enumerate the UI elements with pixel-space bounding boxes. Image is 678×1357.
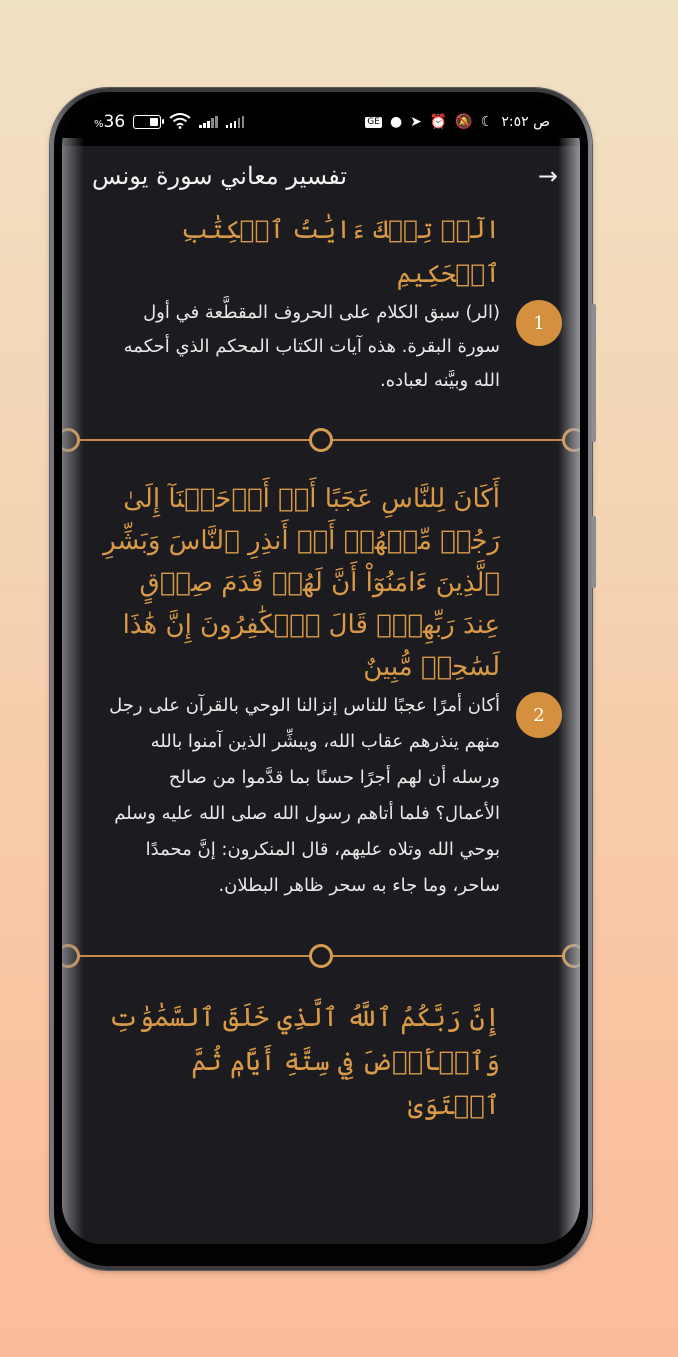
ayah-text: الٓرۚ تِلۡكَ ءَايَٰتُ ٱلۡكِتَٰبِ ٱلۡحَكِيمِ	[181, 215, 500, 288]
sim-icon: GE	[367, 116, 380, 127]
telegram-icon: ➤	[410, 114, 422, 130]
divider-circle-icon	[309, 944, 333, 968]
ayah-number-badge: 1	[516, 300, 562, 346]
ayah-divider	[62, 428, 580, 452]
divider-circle-icon	[62, 428, 80, 452]
tafsir-list[interactable]	[62, 206, 580, 1128]
phone-bezel	[54, 92, 588, 1266]
signal-icon	[199, 116, 218, 128]
phone-frame	[50, 88, 592, 1270]
ayah-divider	[62, 944, 580, 968]
divider-circle-icon	[562, 428, 580, 452]
ayah-item	[62, 968, 580, 1128]
battery-percent: %36	[94, 112, 126, 132]
ayah-number-badge: 2	[516, 692, 562, 738]
battery-icon	[133, 115, 161, 129]
app-bar	[62, 146, 580, 206]
tafsir-row	[102, 296, 545, 398]
tafsir-row	[102, 688, 545, 904]
mute-icon: 🔕	[455, 114, 473, 130]
divider-circle-icon	[562, 944, 580, 968]
clock: ص ٢:٥٢	[501, 114, 550, 130]
status-left	[94, 112, 244, 132]
status-right	[365, 114, 550, 130]
arrow-right-icon: →	[537, 162, 558, 190]
ayah-item	[62, 206, 580, 398]
divider-circle-icon	[309, 428, 333, 452]
status-bar	[62, 98, 580, 146]
ayah-item	[62, 452, 580, 904]
alarm-icon: ⏰	[429, 114, 448, 130]
tafsir-text: أكان أمرًا عجبًا للناس إنزالنا الوحي بالقرآن على رجل منهم ينذرهم عقاب الله، ويبشِّر الذين آمنوا بالله ورسله أن لهم أجرًا حسنًا بما قدَّموا من صالح الأعمال؟ فلما أتاهم رسول الله صلى الله عليه وسلم بوحي الله وتلاه عليهم، قال المنكرون: إنَّ محمدًا ساحر، وما جاء به سحر ظاهر البطلان.	[109, 695, 500, 896]
divider-circle-icon	[62, 944, 80, 968]
screen	[62, 98, 580, 1244]
moon-icon: ☾	[480, 114, 494, 130]
volume-button	[592, 304, 596, 442]
power-button	[592, 516, 596, 588]
wifi-icon	[169, 113, 191, 132]
back-button[interactable]	[538, 164, 558, 188]
tafsir-text: (الر) سبق الكلام على الحروف المقطَّعة في أول سورة البقرة. هذه آيات الكتاب المحكم الذي أحكمه الله وبيَّنه لعباده.	[123, 302, 500, 391]
page-title: تفسير معاني سورة يونس	[92, 162, 348, 190]
ayah-text: أَكَانَ لِلنَّاسِ عَجَبًا أَنۡ أَوۡحَيۡنَآ إِلَىٰ رَجُلٖ مِّنۡهُمۡ أَنۡ أَنذِرِ ٱلنَّاسَ وَبَشِّرِ ٱلَّذِينَ ءَامَنُوٓاْ أَنَّ لَهُمۡ قَدَمَ صِدۡقٍ عِندَ رَبِّهِمۡۗ قَالَ ٱلۡكَٰفِرُونَ إِنَّ هَٰذَا لَسَٰحِرٞ مُّبِينٌ	[103, 484, 500, 682]
signal-icon	[226, 116, 245, 128]
ayah-text: إِنَّ رَبَّكُمُ ٱللَّهُ ٱلَّذِي خَلَقَ ٱلسَّمَٰوَٰتِ وَٱلۡأَرۡضَ فِي سِتَّةِ أَيَّامٖ ثُمَّ ٱسۡتَوَىٰ	[108, 1003, 500, 1121]
app-icon: ●	[389, 114, 403, 130]
